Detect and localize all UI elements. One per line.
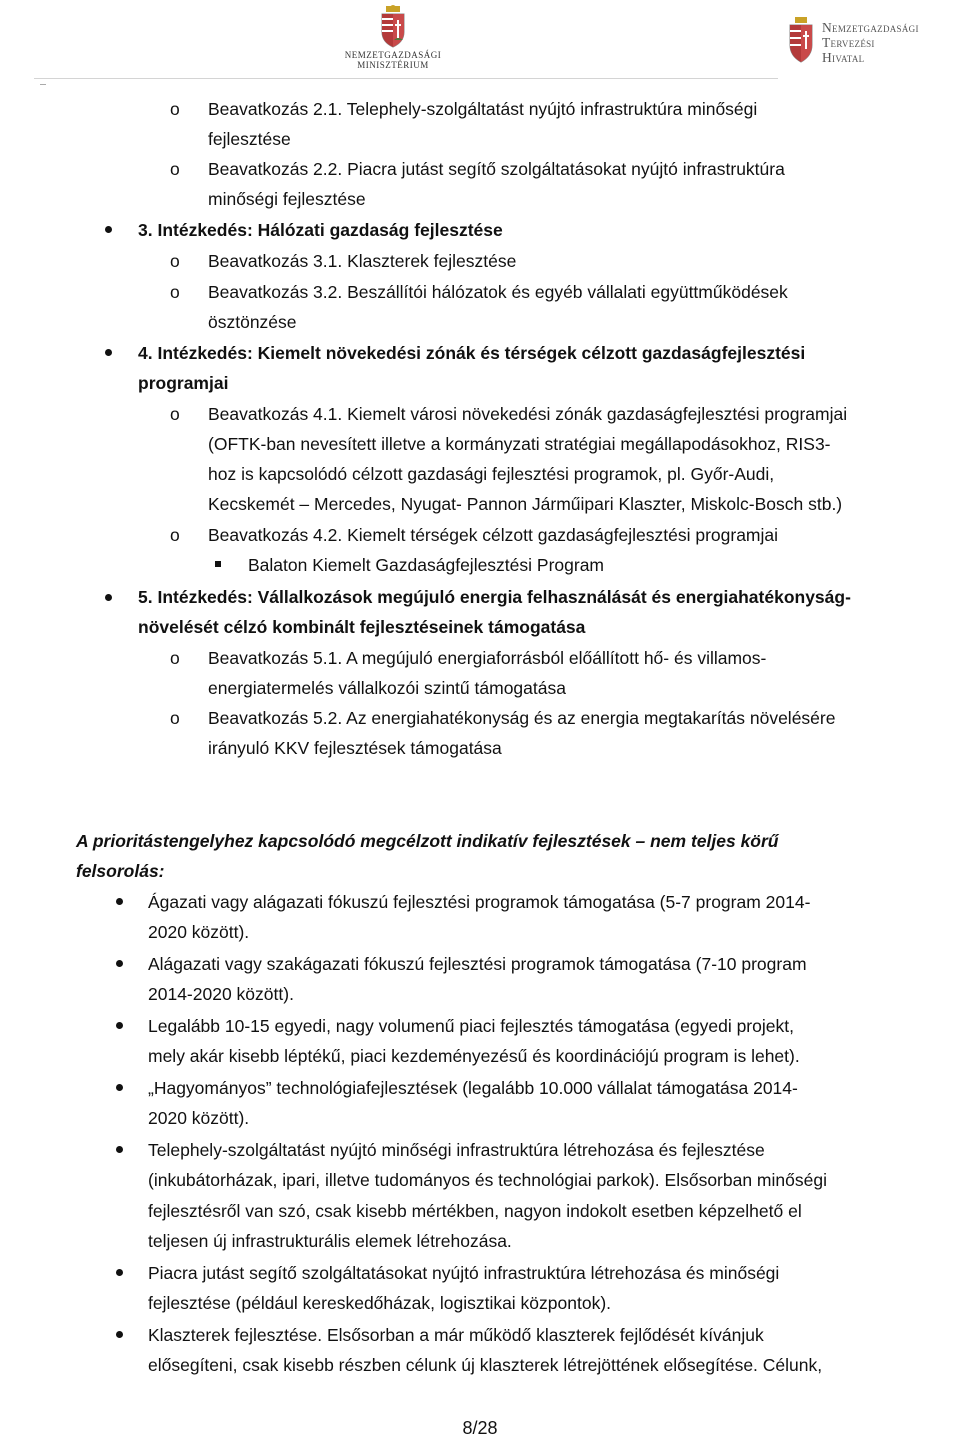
text-line: fejlesztésről van szó, csak kisebb mértékben, nagyon indokolt esetben képzelhető el <box>148 1201 802 1221</box>
section-heading: 3. Intézkedés: Hálózati gazdaság fejlesztése <box>138 220 503 240</box>
text-line: hoz is kapcsolódó célzott gazdasági fejlesztési programok, pl. Győr-Audi, <box>208 464 775 484</box>
text-line: Alágazati vagy szakágazati fókuszú fejlesztési programok támogatása (7-10 program <box>148 954 807 974</box>
subsection-heading: felsorolás: <box>76 861 165 881</box>
text-line: Beavatkozás 2.2. Piacra jutást segítő szolgáltatásokat nyújtó infrastruktúra <box>208 159 785 179</box>
agency-name <box>822 20 919 65</box>
sub-bullet-icon: o <box>170 159 180 179</box>
bullet-icon <box>116 1146 123 1153</box>
text-line: Telephely-szolgáltatást nyújtó minőségi infrastruktúra létrehozása és fejlesztése <box>148 1140 765 1160</box>
sub-bullet-icon: o <box>170 525 180 545</box>
section-heading: programjai <box>138 373 229 393</box>
text-line: Beavatkozás 3.1. Klaszterek fejlesztése <box>208 251 517 271</box>
bullet-icon <box>116 1084 123 1091</box>
text-line: (inkubátorházak, ipari, illetve tudományos és technológiai parkok). Elsősorban minőségi <box>148 1170 827 1190</box>
text-line: Beavatkozás 2.1. Telephely-szolgáltatást nyújtó infrastruktúra minőségi <box>208 99 758 119</box>
text-line: 2014-2020 között). <box>148 984 294 1004</box>
square-bullet-icon <box>215 561 221 567</box>
text-line: Beavatkozás 3.2. Beszállítói hálózatok és egyéb vállalati együttműködések <box>208 282 788 302</box>
ministry-logo <box>336 4 450 70</box>
bullet-icon <box>105 226 112 233</box>
text-line: Beavatkozás 4.2. Kiemelt térségek célzott gazdaságfejlesztési programjai <box>208 525 779 545</box>
text-line: Balaton Kiemelt Gazdaságfejlesztési Program <box>248 555 605 575</box>
section-heading: növelését célzó kombinált fejlesztéseinek támogatása <box>138 617 586 637</box>
text-line: Klaszterek fejlesztése. Elsősorban a már működő klaszterek fejlődését kívánjuk <box>148 1325 764 1345</box>
bullet-icon <box>116 1022 123 1029</box>
sub-bullet-icon: o <box>170 404 180 424</box>
bullet-icon <box>116 1331 123 1338</box>
bullet-icon <box>116 898 123 905</box>
text-line: fejlesztése (például kereskedőházak, logisztikai központok). <box>148 1293 612 1313</box>
header-divider <box>34 78 778 79</box>
sub-bullet-icon: o <box>170 648 180 668</box>
text-line: mely akár kisebb léptékű, piaci kezdeményezésű és koordinációjú program is lehet). <box>148 1046 800 1066</box>
text-line: Kecskemét – Mercedes, Nyugat- Pannon Járműipari Klaszter, Miskolc-Bosch stb.) <box>208 494 843 514</box>
ministry-name-line1: NEMZETGAZDASÁGI <box>344 50 442 60</box>
text-line: teljesen új infrastrukturális elemek létrehozása. <box>148 1231 512 1251</box>
text-line: energiatermelés vállalkozói szintű támogatása <box>208 678 566 698</box>
text-line: Beavatkozás 5.1. A megújuló energiaforrásból előállított hő- és villamos- <box>208 648 767 668</box>
text-line: (OFTK-ban nevesített illetve a kormányzati stratégiai megállapodásokhoz, RIS3- <box>208 434 831 454</box>
coat-of-arms-icon <box>786 16 816 64</box>
text-line: „Hagyományos” technológiafejlesztések (legalább 10.000 vállalat támogatása 2014- <box>148 1078 798 1098</box>
sub-bullet-icon: o <box>170 708 180 728</box>
agency-name-line3: Hivatal <box>822 50 865 65</box>
text-line: elősegíteni, csak kisebb részben célunk új klaszterek létrejöttének elősegítése. Célunk, <box>148 1355 823 1375</box>
text-line: ösztönzése <box>208 312 297 332</box>
text-line: Beavatkozás 5.2. Az energiahatékonyság és az energia megtakarítás növelésére <box>208 708 836 728</box>
subsection-heading: A prioritástengelyhez kapcsolódó megcélzott indikatív fejlesztések – nem teljes körű <box>76 831 779 851</box>
text-line: Piacra jutást segítő szolgáltatásokat nyújtó infrastruktúra létrehozása és minőségi <box>148 1263 780 1283</box>
list-item <box>208 94 920 124</box>
bullet-icon <box>116 960 123 967</box>
sub-bullet-icon: o <box>170 282 180 302</box>
bullet-icon <box>105 349 112 356</box>
text-line: Beavatkozás 4.1. Kiemelt városi növekedési zónák gazdaságfejlesztési programjai <box>208 404 848 424</box>
coat-of-arms-icon <box>373 4 413 50</box>
text-line: Ágazati vagy alágazati fókuszú fejlesztési programok támogatása (5-7 program 2014- <box>148 892 811 912</box>
section-heading: 5. Intézkedés: Vállalkozások megújuló energia felhasználását és energiahatékonyság- <box>138 587 851 607</box>
bullet-icon <box>105 594 112 601</box>
page-header <box>0 0 960 80</box>
ministry-name-line2: MINISZTÉRIUM <box>357 60 429 70</box>
text-line: fejlesztése <box>208 129 291 149</box>
agency-logo <box>786 16 960 66</box>
section-heading: 4. Intézkedés: Kiemelt növekedési zónák és térségek célzott gazdaságfejlesztési <box>138 343 806 363</box>
agency-name-line2: Tervezési <box>822 35 875 50</box>
text-line: Legalább 10-15 egyedi, nagy volumenű piaci fejlesztés támogatása (egyedi projekt, <box>148 1016 794 1036</box>
bullet-icon <box>116 1269 123 1276</box>
text-line: irányuló KKV fejlesztések támogatása <box>208 738 502 758</box>
text-line: 2020 között). <box>148 922 250 942</box>
page-number: 8/28 <box>462 1418 498 1438</box>
margin-mark <box>40 84 46 85</box>
text-line: 2020 között). <box>148 1108 250 1128</box>
agency-name-line1: Nemzetgazdasági <box>822 20 919 35</box>
sub-bullet-icon: o <box>170 251 180 271</box>
sub-bullet-icon: o <box>170 99 180 119</box>
text-line: minőségi fejlesztése <box>208 189 366 209</box>
